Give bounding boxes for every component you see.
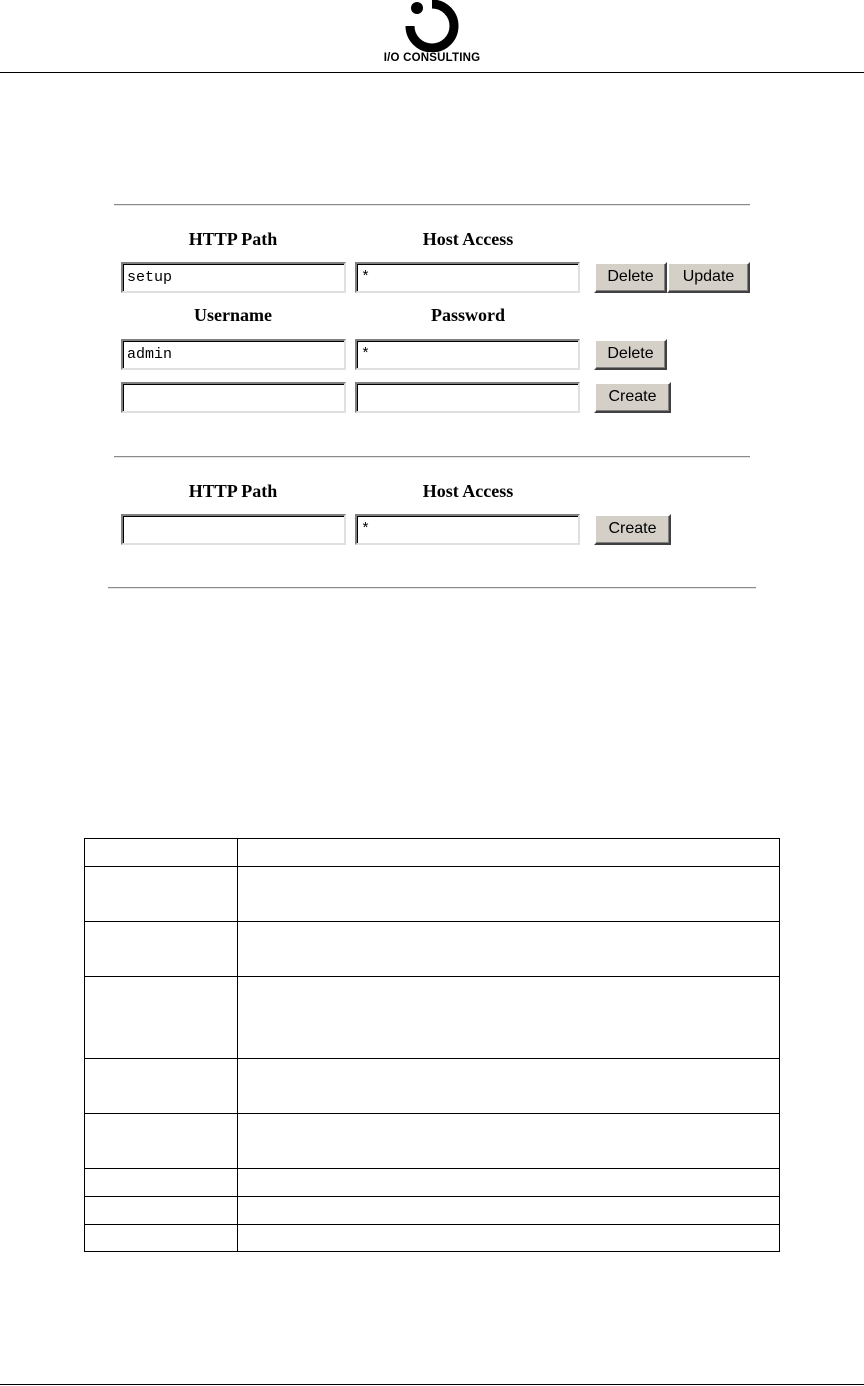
company-name: I/O CONSULTING (383, 52, 481, 64)
table-cell-label (89, 1059, 233, 1113)
host-access-input[interactable]: * (355, 262, 580, 293)
table-cell-label (89, 1225, 233, 1251)
form-bottom-divider (108, 587, 756, 589)
section-divider (114, 204, 750, 206)
table-row (85, 867, 779, 922)
table-row (85, 977, 779, 1059)
table-cell-description (243, 922, 773, 976)
http-path-heading: HTTP Path (188, 481, 278, 501)
new-http-path-input[interactable] (121, 514, 346, 545)
table-cell-label (89, 1114, 233, 1168)
table-cell-label (89, 1169, 233, 1196)
section-divider (114, 456, 750, 458)
table-cell-description (243, 1197, 773, 1224)
host-access-heading: Host Access (422, 229, 514, 249)
table-cell-label (89, 977, 233, 1058)
password-input[interactable]: * (355, 339, 580, 370)
table-row (85, 922, 779, 977)
delete-path-button[interactable]: Delete (594, 262, 667, 293)
table-row (85, 1225, 779, 1252)
password-heading: Password (430, 305, 505, 325)
table-cell-label (89, 922, 233, 976)
delete-user-button[interactable]: Delete (594, 339, 667, 370)
username-input[interactable]: admin (121, 339, 346, 370)
table-column-divider (237, 839, 238, 1251)
table-row (85, 1059, 779, 1114)
description-table (84, 838, 780, 1252)
table-cell-description (243, 839, 773, 866)
http-path-heading: HTTP Path (188, 229, 278, 249)
table-row (85, 1197, 779, 1225)
http-path-input[interactable]: setup (121, 262, 346, 293)
table-cell-description (243, 1114, 773, 1168)
new-username-input[interactable] (121, 382, 346, 413)
table-cell-description (243, 867, 773, 921)
table-cell-label (89, 867, 233, 921)
new-host-access-input[interactable]: * (355, 514, 580, 545)
footer-divider (0, 1384, 864, 1385)
update-path-button[interactable]: Update (667, 262, 750, 293)
username-heading: Username (194, 305, 272, 325)
create-path-button[interactable]: Create (594, 514, 671, 545)
table-row (85, 1169, 779, 1197)
io-consulting-logo-icon (405, 0, 459, 52)
table-row (85, 1114, 779, 1169)
create-user-button[interactable]: Create (594, 382, 671, 413)
header-divider (0, 72, 864, 73)
table-cell-description (243, 1225, 773, 1251)
table-cell-label (89, 1197, 233, 1224)
table-row (85, 839, 779, 867)
table-cell-description (243, 1059, 773, 1113)
table-cell-label (89, 839, 233, 866)
table-cell-description (243, 977, 773, 1058)
table-cell-description (243, 1169, 773, 1196)
host-access-heading: Host Access (422, 481, 514, 501)
new-password-input[interactable] (355, 382, 580, 413)
